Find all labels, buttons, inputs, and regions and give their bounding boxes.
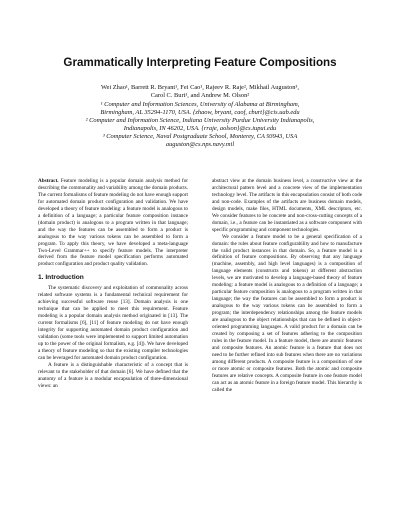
affiliation-2-address: Indianapolis, IN 46202, USA. {rraje, aolson}@cs.iupui.edu [123,124,277,132]
affiliation-3-email: auguston@cs.nps.navy.mil [165,140,235,148]
abstract-label: Abstract. [38,178,59,184]
paper-title: Grammatically Interpreting Feature Compositions [63,56,337,69]
intro-paragraph-2: A feature is a distinguishable characteristic of a concept that is relevant to the stakeholder of that domain [6]. We have defined that the anatomy of a feature is a modular encapsulation of three-dimensional views: an [38,361,188,389]
affiliation-1: ¹ Computer and Information Sciences, University of Alabama at Birmingham, [100,101,300,109]
right-column [212,178,362,394]
intro-paragraph-2-continued: abstract view at the domain business level, a constructive view at the architectural pattern level and a concrete view of the implementation technology level. The artifacts in this encapsulation consist of both code and non-code. Examples of the artifacts are business domain models, design models, make files, HTML documents, XML descriptors, etc. We consider features to be concrete and non-cross-cutting concepts of a domain, i.e., a feature can be instantiated as a software component with specific programming and component technologies. [212,178,362,233]
intro-paragraph-3: We consider a feature model to be a general specification of a domain: the rules about feature configurability and how to manufacture the valid product instances in that domain. So, a feature model is a definition of feature compositions. By observing that any language (machine, assembly, and high level languages) is a composition of language elements (constructs and tokens) at different abstraction levels, we are motivated to develop a language-based theory of feature modeling: a feature model is analogous to a definition of a language; a particular feature composition is analogous to a program written in that language; the way the features can be assembled to form a product is analogous to the way various tokens can be assembled to form a program; the interdependency relationships among the feature models are analogous to the object relationships that can be defined in object-oriented programming languages. A valid product for a domain can be created by composing a set of features adhering to the composition rules in the feature model. In a feature model, there are atomic features and composite features. An atomic feature is a feature that does not need to be further refined into sub features when there are no variations among different products. A composite feature is a composition of one or more atomic or composite features. Both the atomic and composite features are relative concepts. A composite feature in one feature model can act as an atomic feature in a foreign feature model. This hierarchy is called the [212,233,362,393]
left-column [38,178,188,390]
author-names: Wei Zhao¹, Barrett R. Bryant¹, Fei Cao¹, Rajeev R. Raje², Mikhail Auguston³, [101,84,299,91]
affiliation-3: ³ Computer Science, Naval Postgraduate School, Monterey, CA 93943, USA [102,132,298,140]
author-names-continued: Carol C. Burt¹, and Andrew M. Olson² [150,91,250,99]
section-heading-introduction: 1. Introduction [38,274,84,282]
affiliation-1-address: Birmingham, AL 35294-1170, USA. {zhaow, bryant, caof, cburt}@cis.uab.edu [100,109,300,117]
abstract [38,178,188,268]
intro-paragraph-1: The systematic discovery and exploitation of commonality across related software systems is a fundamental technical requirement for achieving successful software reuse [13]. Domain analysis is one technique that can be applied to meet this requirement. Feature modeling is a popular domain analysis method originated in [13]. The current formalisms [6], [11] of feature modeling do not have enough integrity for supporting automated domain product configuration and validation (some tools were implemented to support limited automation up to the power of the original formalism, e.g. [4]). We have developed a theory of feature modeling so that the existing compiler technologies can be leveraged for automated domain product configuration. [38,285,188,361]
abstract-text: Feature modeling is a popular domain analysis method for describing the commonality and variability among the domain products. The current formalisms of feature modeling do not have enough support for automated domain product configuration and validation. We have developed a theory of feature modeling: a feature model is analogous to a definition of a language; a particular feature composition instance (domain product) is analogous to a program written in that language; and the way the features can be assembled to form a product is analogous to the way various tokens can be assembled to form a program. To apply this theory, we have developed a meta-language Two-Level Grammar++ to specify feature models. The interpreter derived from the feature model specification performs automated product configuration and product quality validation. [38,178,189,268]
affiliation-2: ² Computer and Information Science, Indiana University Purdue University Indianapolis, [85,117,315,125]
author-block [0,84,400,149]
